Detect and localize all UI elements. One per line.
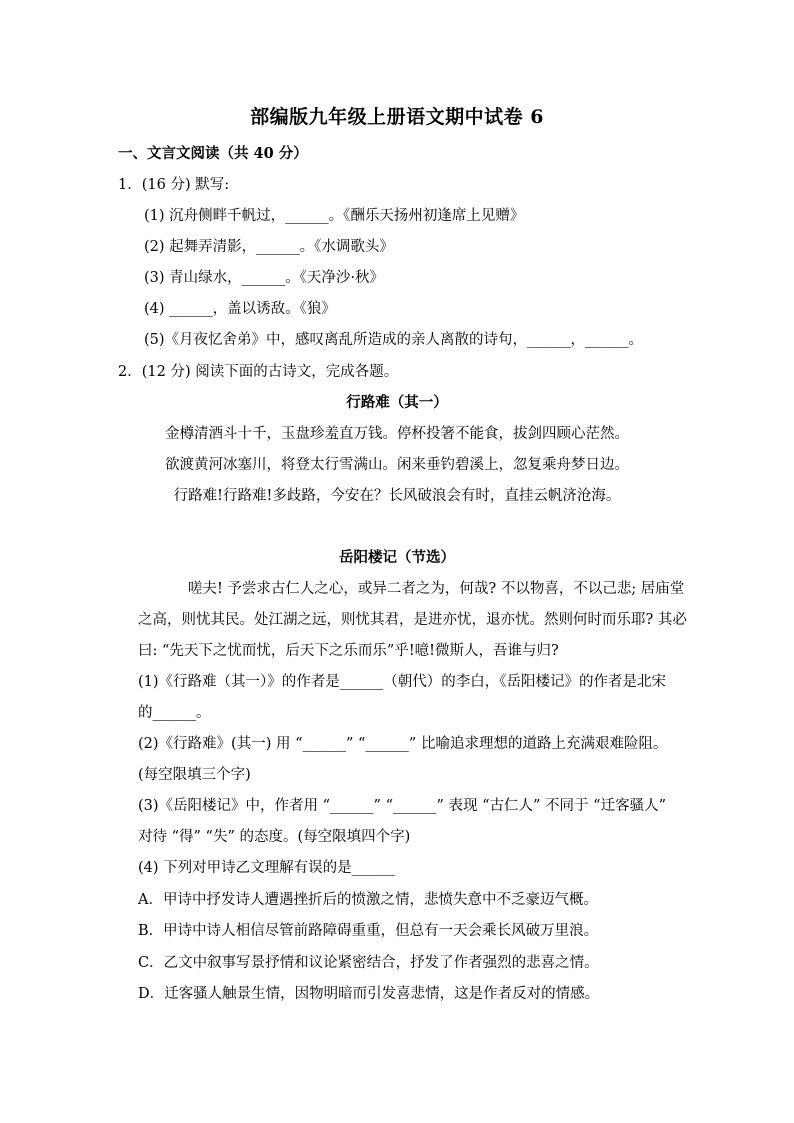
sub-question-line: (每空限填三个字) <box>138 767 251 783</box>
prose-line: 嗟夫! 予尝求古仁人之心，或异二者之为，何哉? 不以物喜，不以己悲; 居庙堂 <box>188 581 685 597</box>
question-1-item-2: (2) 起舞弄清影，______。《水调歌头》 <box>144 239 394 255</box>
option-d: D．迁客骚人触景生情，因物明暗而引发喜悲情，这是作者反对的情感。 <box>138 986 600 1002</box>
sub-question-line: (2)《行路难》(其一) 用 “______” “______” 比喻追求理想的道路上充满艰难险阻。 <box>138 736 668 752</box>
question-1-item-4: (4) ______，盖以诱敌。《狼》 <box>144 301 336 317</box>
question-1-item-3: (3) 青山绿水，______。《天净沙·秋》 <box>144 270 385 286</box>
poem-line: 行路难!行路难!多歧路，今安在？长风破浪会有时，直挂云帆济沧海。 <box>173 488 621 504</box>
option-a: A．甲诗中抒发诗人遭遇挫折后的愤激之情，悲愤失意中不乏豪迈气概。 <box>138 892 598 908</box>
sub-question-line: (1)《行路难（其一）》的作者是______（朝代）的李白，《岳阳楼记》的作者是北宋 <box>138 674 667 690</box>
page-title: 部编版九年级上册语文期中试卷 6 <box>250 106 544 128</box>
option-c: C．乙文中叙事写景抒情和议论紧密结合，抒发了作者强烈的悲喜之情。 <box>138 955 599 971</box>
question-1-item-5: (5)《月夜忆舍弟》中，感叹离乱所造成的亲人离散的诗句，______，______。 <box>144 332 644 348</box>
prose-line: 曰: “先天下之忧而忧，后天下之乐而乐”乎!噫!微斯人，吾谁与归? <box>138 643 559 659</box>
question-1-stem: 1．(16 分) 默写: <box>118 177 230 193</box>
section-heading: 一、文言文阅读（共 40 分） <box>118 145 308 162</box>
option-b: B．甲诗中诗人相信尽管前路障碍重重，但总有一天会乘长风破万里浪。 <box>138 923 599 939</box>
prose-line: 之高，则忧其民。处江湖之远，则忧其君，是进亦忧，退亦忧。然则何时而乐耶? 其必 <box>138 612 687 628</box>
sub-question-line: (4) 下列对甲诗乙文理解有误的是______ <box>138 860 396 876</box>
poem-line: 金樽清酒斗十千，玉盘珍羞直万钱。停杯投箸不能食，拔剑四顾心茫然。 <box>165 426 629 442</box>
prose-title: 岳阳楼记（节选） <box>339 549 455 566</box>
sub-question-line: 的______。 <box>138 705 211 721</box>
question-2-stem: 2．(12 分) 阅读下面的古诗文，完成各题。 <box>118 364 399 380</box>
question-1-item-1: (1) 沉舟侧畔千帆过，______。《酬乐天扬州初逢席上见赠》 <box>144 208 525 224</box>
poem-title: 行路难（其一） <box>346 394 448 411</box>
poem-line: 欲渡黄河冰塞川，将登太行雪满山。闲来垂钓碧溪上，忽复乘舟梦日边。 <box>165 457 629 473</box>
sub-question-line: 对待 “得” “失” 的态度。(每空限填四个字) <box>138 829 411 845</box>
sub-question-line: (3)《岳阳楼记》中，作者用 “______” “______” 表现 “古仁人” 不同于 “迁客骚人” <box>138 798 666 814</box>
